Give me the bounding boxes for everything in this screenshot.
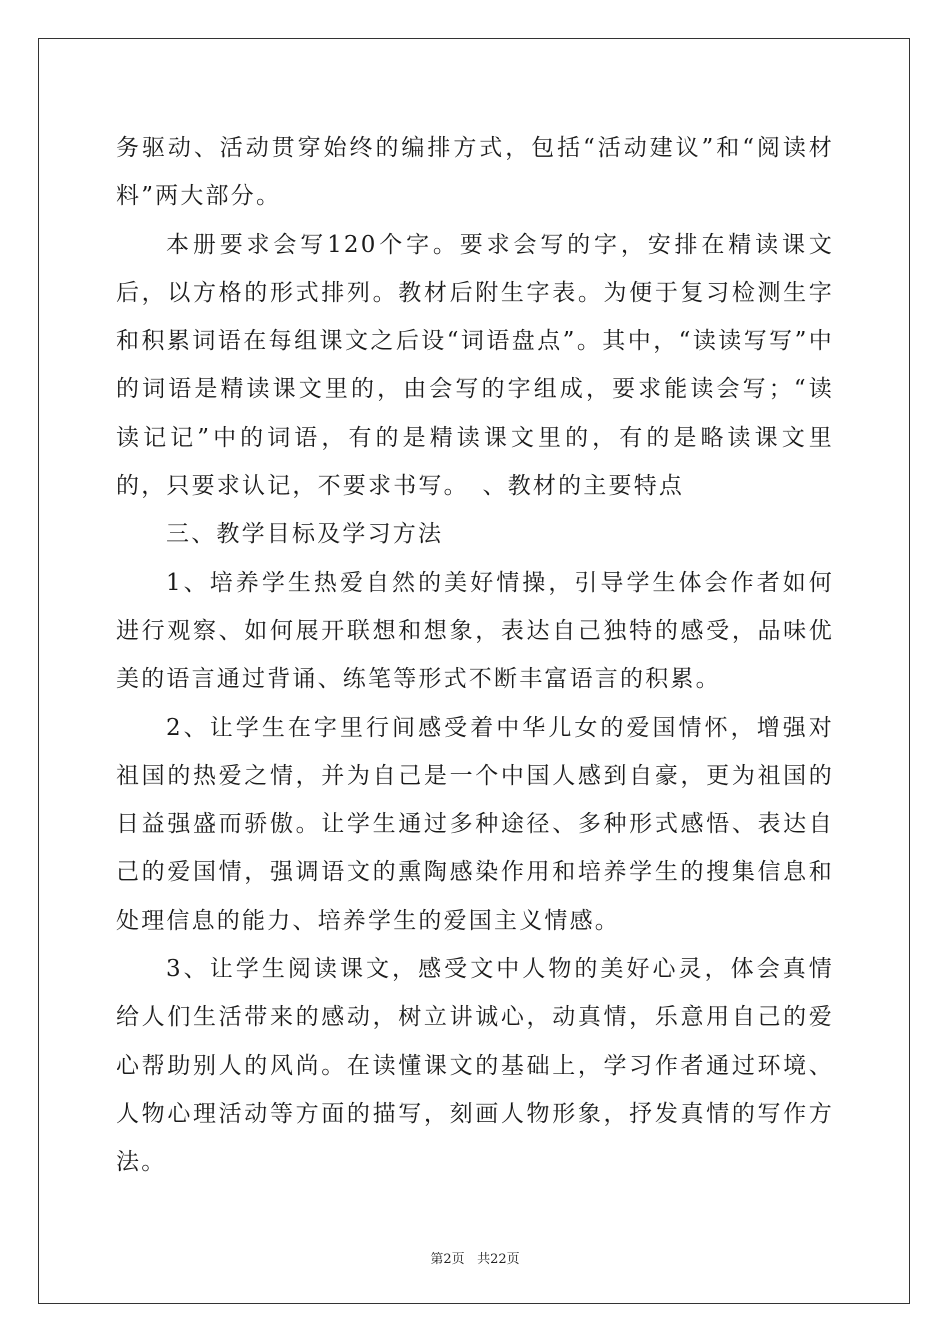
paragraph-goal-1: 1、培养学生热爱自然的美好情操，引导学生体会作者如何进行观察、如何展开联想和想象，表达自己独特的感受，品味优美的语言通过背诵、练笔等形式不断丰富语言的积累。 (116, 569, 834, 693)
page-footer (0, 1248, 950, 1267)
page-number: 第2页 (430, 1252, 465, 1267)
section-heading-teaching-goals: 三、教学目标及学习方法 (166, 521, 444, 548)
paragraph-continuation: 务驱动、活动贯穿始终的编排方式，包括“活动建议”和“阅读材料”两大部分。 (116, 135, 834, 210)
document-body (116, 124, 834, 1187)
page-total: 共22页 (477, 1252, 520, 1267)
paragraph-goal-3: 3、让学生阅读课文，感受文中人物的美好心灵，体会真情给人们生活带来的感动，树立讲诚心，动真情，乐意用自己的爱心帮助别人的风尚。在读懂课文的基础上，学习作者通过环境、人物心理活动等方面的描写，刻画人物形象，抒发真情的写作方法。 (116, 956, 834, 1176)
paragraph-writing-requirements: 本册要求会写120个字。要求会写的字，安排在精读课文后，以方格的形式排列。教材后附生字表。为便于复习检测生字和积累词语在每组课文之后设“词语盘点”。其中，“读读写写”中的词语是精读课文里的，由会写的字组成，要求能读会写；“读读记记”中的词语，有的是精读课文里的，有的是略读课文里的，只要求认记，不要求书写。 、教材的主要特点 (116, 231, 834, 500)
paragraph-goal-2: 2、让学生在字里行间感受着中华儿女的爱国情怀，增强对祖国的热爱之情，并为自己是一个中国人感到自豪，更为祖国的日益强盛而骄傲。让学生通过多种途径、多种形式感悟、表达自己的爱国情，强调语文的熏陶感染作用和培养学生的搜集信息和处理信息的能力、培养学生的爱国主义情感。 (116, 714, 834, 934)
